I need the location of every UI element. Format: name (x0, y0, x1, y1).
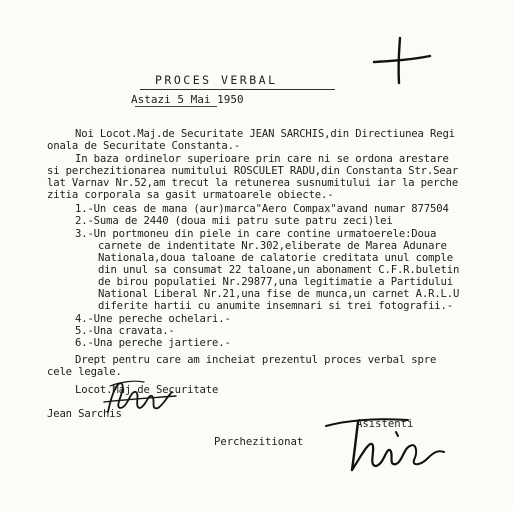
handwritten-cross-mark (372, 36, 432, 86)
asistenti-label: Asistenti (356, 418, 414, 430)
closing-line: Drept pentru care am incheiat prezentul proces verbal spre (75, 354, 437, 366)
list-item: 5.-Una cravata.- (75, 325, 175, 337)
perchezitionat-label: Perchezitionat (214, 436, 304, 448)
list-item-continuation: Nationala,doua taloane de calatorie creditata unul comple (98, 252, 453, 264)
date-underline (135, 106, 217, 107)
closing-line: cele legale. (47, 366, 122, 378)
list-item-continuation: National Liberal Nr.21,una fise de munca,un carnet A.R.L.U (98, 288, 460, 300)
list-item: 6.-Una pereche jartiere.- (75, 337, 231, 349)
list-item-continuation: din unul sa consumat 22 taloane,un abonament C.F.R.buletin (98, 264, 460, 276)
body-line: lat Varnav Nr.52,am trecut la retunerea susnumitului iar la perche (47, 177, 459, 189)
list-item-continuation: diferite hartii cu anumite insemnari si trei fotografii.- (98, 300, 453, 312)
list-item: 3.-Un portmoneu din piele in care contine urmatoerele:Doua (75, 228, 437, 240)
list-item: 4.-Une pereche ochelari.- (75, 313, 231, 325)
officer-signature (100, 372, 180, 422)
title-underline (140, 89, 335, 90)
body-line: Noi Locot.Maj.de Securitate JEAN SARCHIS,din Directiunea Regi (75, 128, 455, 140)
body-line: In baza ordinelor superioare prin care ni se ordona arestare (75, 153, 449, 165)
signatory-name: Jean Sarchis (47, 408, 122, 420)
witness-signature (318, 408, 458, 478)
list-item: 1.-Un ceas de mana (aur)marca"Aero Compax"avand numar 877504 (75, 203, 449, 215)
body-line: onala de Securitate Constanta.- (47, 140, 241, 152)
body-line: zitia corporala sa gasit urmatoarele obiecte.- (47, 189, 334, 201)
list-item-continuation: carnete de indentitate Nr.302,eliberate de Marea Adunare (98, 240, 447, 252)
signatory-rank: Locot.Maj.de Securitate (75, 384, 219, 396)
list-item: 2.-Suma de 2440 (doua mii patru sute patru zeci)lei (75, 215, 393, 227)
list-item-continuation: de birou populatiei Nr.29877,una legitimatie a Partidului (98, 276, 453, 288)
body-line: si perchezitionarea numitului ROSCULET RADU,din Constanta Str.Sear (47, 165, 459, 177)
document-title: PROCES VERBAL (155, 73, 278, 87)
document-date: Astazi 5 Mai 1950 (131, 93, 244, 106)
